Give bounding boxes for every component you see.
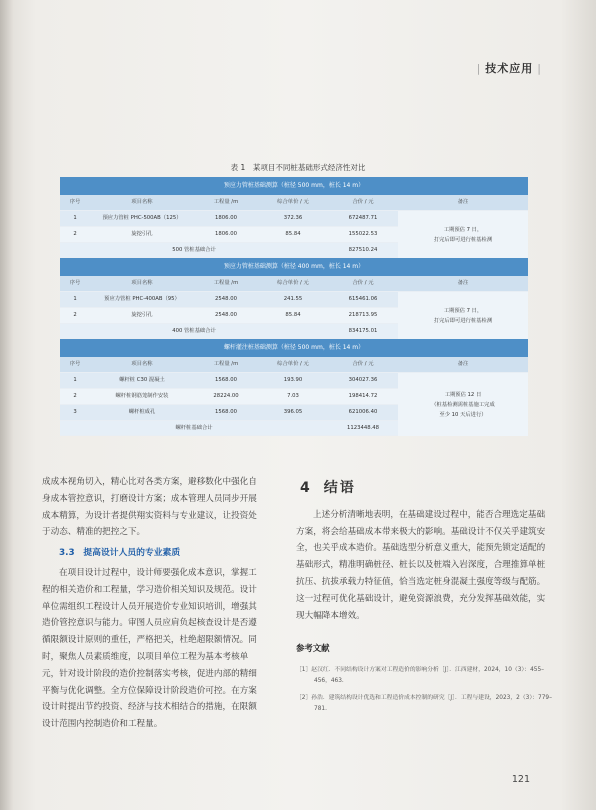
group-title: 预应力管桩基础测算（桩径 500 mm，桩长 14 m） bbox=[60, 177, 528, 195]
cost-comparison-table bbox=[60, 177, 528, 436]
column-header: 项目名称 bbox=[131, 280, 153, 286]
table-cell: 1 bbox=[73, 377, 77, 383]
table-cell: 85.84 bbox=[285, 312, 301, 318]
table-cell: 7.03 bbox=[287, 393, 299, 399]
table-cell: 396.05 bbox=[283, 409, 303, 415]
table-cell: 旋挖引孔 bbox=[131, 312, 153, 318]
table-cell: 螺杆桩钢筋笼制作安装 bbox=[115, 393, 169, 399]
paragraph: 成成本视角切入，精心比对各类方案，避移数化中强化自身成本管控意识，打磨设计方案；成本管理人员同步开展成本精算，为设计者提供翔实资料与专业建议，让投资处于动态、精准的把控之下。 bbox=[42, 477, 257, 538]
table-cell: 621006.40 bbox=[348, 409, 378, 415]
table-cell: 193.90 bbox=[283, 377, 303, 383]
table-cell: 3 bbox=[73, 409, 77, 415]
table-header-row bbox=[60, 195, 528, 211]
total-value: 827510.24 bbox=[348, 247, 378, 253]
section-tag: | 技术应用 | bbox=[476, 62, 542, 75]
remark-cell bbox=[398, 373, 528, 436]
table-cell: 2 bbox=[73, 393, 77, 399]
subsection-heading: 3.3 提高设计人员的专业素质 bbox=[59, 548, 181, 559]
table-cell: 2 bbox=[73, 231, 77, 237]
table-group bbox=[60, 258, 528, 339]
remark-text: 工期预估 7 日， 打完后即可进行桩基检测 bbox=[433, 307, 493, 324]
table-caption: 表 1 某项目不同桩基础形式经济性对比 bbox=[230, 163, 366, 172]
column-header: 备注 bbox=[457, 361, 469, 367]
remark-text: 工期预估 7 日， 打完后即可进行桩基检测 bbox=[433, 226, 493, 243]
table-cell: 218713.95 bbox=[348, 312, 378, 318]
remark-cell bbox=[398, 211, 528, 258]
table-group bbox=[60, 177, 528, 258]
table-cell: 旋挖引孔 bbox=[131, 231, 153, 237]
group-title: 螺杆灌注桩基础测算（桩径 500 mm，桩长 14 m） bbox=[60, 339, 528, 357]
column-header: 工程量 /m bbox=[213, 280, 239, 286]
section-number: 4 bbox=[300, 480, 312, 496]
table-cell: 2548.00 bbox=[215, 296, 237, 302]
column-header: 合价 / 元 bbox=[352, 199, 374, 205]
left-column bbox=[42, 474, 264, 733]
column-header: 综合单价 / 元 bbox=[277, 280, 309, 286]
total-value: 834175.01 bbox=[348, 328, 378, 334]
paragraph: 上述分析清晰地表明，在基础建设过程中，能否合理选定基础方案，将会给基础成本带来极大的影响。基础设计不仅关乎建筑安全，也关乎成本造价。基础选型分析意义重大，能预先锁定适配的基础形式，精准明确桩径、桩长以及桩端入岩深度，合理推算单桩抗压、抗拔承载力特征值，恰当选定桩身混凝土强度等级与配筋。这一过程可优化基础设计，避免资源浪费，充分发挥基础效能，实现大幅降本增效。 bbox=[296, 509, 546, 621]
column-header: 合价 / 元 bbox=[352, 361, 374, 367]
column-header: 综合单价 / 元 bbox=[277, 199, 309, 205]
table-cell: 2548.00 bbox=[215, 312, 237, 318]
table-cell: 672487.71 bbox=[348, 215, 378, 221]
table-cell: 2 bbox=[73, 312, 77, 318]
reference-item: ［2］孙浩．建筑结构设计优选和工程造价成本控制的研究［J］．工程与建设，2023，2（3）：779–781. bbox=[296, 695, 552, 713]
table-cell: 1 bbox=[73, 296, 77, 302]
total-label: 螺杆桩基础合计 bbox=[175, 425, 213, 431]
remark-cell bbox=[398, 292, 528, 339]
reference-item: ［1］赵汉红．不同结构设计方案对工程造价的影响分析［J］．江西建材，2024，10（3）：455–456，463. bbox=[296, 667, 545, 685]
total-label: 400 管桩基础合计 bbox=[172, 328, 216, 334]
table-cell: 85.84 bbox=[285, 231, 301, 237]
column-header: 序号 bbox=[69, 199, 81, 205]
page-binding-shadow bbox=[0, 0, 14, 810]
right-column bbox=[296, 474, 552, 721]
page-number: 121 bbox=[511, 774, 530, 785]
table-cell: 1568.00 bbox=[215, 377, 237, 383]
column-header: 备注 bbox=[457, 199, 469, 205]
paragraph: 在项目设计过程中，设计师要强化成本意识，掌握工程的相关造价和工程量，学习造价相关知识及规范。设计单位需组织工程设计人员开展造价专业知识培训，增强其造价管控意识与能力。审图人员应肩负起核查设计是否遵循限额设计原则的重任，严格把关，杜绝超限额情况。同时，聚焦人员素质维度，以项目单位工程为基本考核单元，针对设计阶段的造价控制落实考核，促进内部的精细平衡与优化调整。全方位保障设计阶段造价可控。在方案设计时提出节约投资、经济与技术相结合的措施，在限额设计范围内控制造价和工程量。 bbox=[42, 567, 257, 730]
column-header: 序号 bbox=[69, 361, 81, 367]
column-header: 项目名称 bbox=[131, 199, 153, 205]
table-cell: 198414.72 bbox=[348, 393, 378, 399]
table-cell: 1806.00 bbox=[215, 215, 237, 221]
remark-text: 工期预估 12 日 （桩基检测需桩基施工完成 至少 10 天后进行） bbox=[431, 391, 495, 418]
column-header: 序号 bbox=[69, 280, 81, 286]
column-header: 项目名称 bbox=[131, 361, 153, 367]
total-value: 1123448.48 bbox=[346, 425, 379, 431]
table-cell: 28224.00 bbox=[213, 393, 239, 399]
table-cell: 螺杆桩成孔 bbox=[128, 409, 156, 415]
table-cell: 1806.00 bbox=[215, 231, 237, 237]
references-heading: 参考文献 bbox=[296, 643, 330, 654]
column-header: 工程量 /m bbox=[213, 199, 239, 205]
table-cell: 预应力管桩 PHC-500AB（125） bbox=[102, 215, 182, 221]
column-header: 综合单价 / 元 bbox=[277, 361, 309, 367]
section-title: 结语 bbox=[323, 480, 356, 496]
table-header-row bbox=[60, 276, 528, 292]
table-group bbox=[60, 339, 528, 436]
column-header: 备注 bbox=[457, 280, 469, 286]
column-header: 工程量 /m bbox=[213, 361, 239, 367]
total-label: 500 管桩基础合计 bbox=[172, 247, 216, 253]
table-cell: 155022.53 bbox=[348, 231, 378, 237]
section-tag-text: 技术应用 bbox=[485, 62, 534, 75]
section-heading bbox=[300, 480, 552, 497]
column-header: 合价 / 元 bbox=[352, 280, 374, 286]
table-cell: 615461.06 bbox=[348, 296, 378, 302]
table-header-row bbox=[60, 357, 528, 373]
table-cell: 372.36 bbox=[283, 215, 303, 221]
table-cell: 1 bbox=[73, 215, 77, 221]
table-cell: 1568.00 bbox=[215, 409, 237, 415]
table-cell: 预应力管桩 PHC-400AB（95） bbox=[104, 296, 180, 302]
table-cell: 241.55 bbox=[283, 296, 303, 302]
table-cell: 螺杆桩 C30 混凝土 bbox=[119, 377, 165, 383]
group-title: 预应力管桩基础测算（桩径 400 mm，桩长 14 m） bbox=[60, 258, 528, 276]
table-cell: 304027.36 bbox=[348, 377, 378, 383]
